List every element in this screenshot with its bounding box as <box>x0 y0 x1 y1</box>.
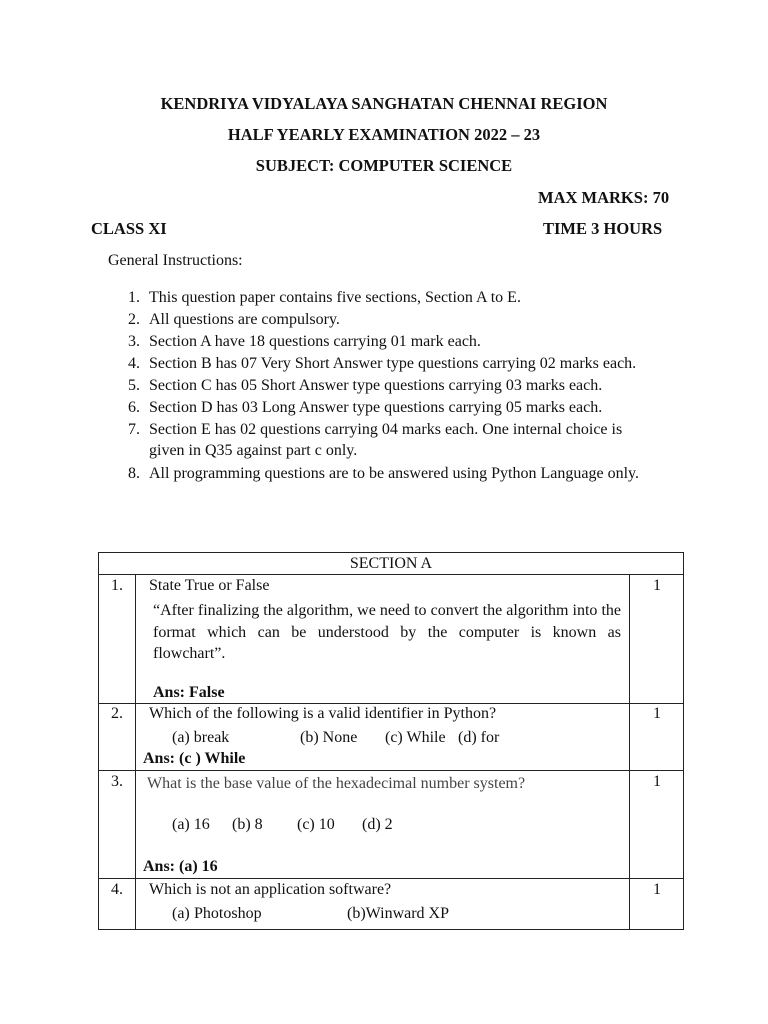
question-number: 3. <box>111 773 123 790</box>
instruction-item <box>128 331 678 352</box>
instruction-number: 2. <box>128 311 140 328</box>
answer-text: Ans: (a) 16 <box>143 858 218 875</box>
instruction-text: All programming questions are to be answered using Python Language only. <box>149 465 639 482</box>
instructions-list <box>128 287 678 487</box>
marks: 1 <box>653 773 661 790</box>
exam-title: HALF YEARLY EXAMINATION 2022 – 23 <box>227 125 541 144</box>
instruction-number: 3. <box>128 333 140 350</box>
instruction-number: 6. <box>128 399 140 416</box>
instruction-item <box>128 375 678 396</box>
option: (d) 2 <box>362 816 393 833</box>
option: (b) None <box>300 729 358 746</box>
instruction-number: 1. <box>128 289 140 306</box>
school-title: KENDRIYA VIDYALAYA SANGHATAN CHENNAI REGION <box>160 94 608 113</box>
instruction-text: Section C has 05 Short Answer type questions carrying 03 marks each. <box>149 377 603 394</box>
instruction-item <box>128 287 678 308</box>
instruction-item <box>128 397 678 418</box>
instruction-number: 7. <box>128 421 140 438</box>
option: (c) 10 <box>297 816 335 833</box>
table-divider <box>99 574 683 575</box>
marks: 1 <box>653 705 661 722</box>
question-number: 1. <box>111 577 123 594</box>
marks: 1 <box>653 881 661 898</box>
max-marks: MAX MARKS: 70 <box>538 188 670 207</box>
option: (d) for <box>458 729 500 746</box>
question-text: Which of the following is a valid identifier in Python? <box>149 705 497 722</box>
option: (a) <box>172 905 190 922</box>
marks: 1 <box>653 577 661 594</box>
table-divider <box>629 574 630 929</box>
table-divider <box>99 878 683 879</box>
instruction-item <box>128 419 634 461</box>
instruction-text: Section D has 03 Long Answer type questions carrying 05 marks each. <box>149 399 603 416</box>
instruction-text: All questions are compulsory. <box>149 311 340 328</box>
question-text: Which is not an application software? <box>149 881 392 898</box>
instruction-item <box>128 309 678 330</box>
instruction-text: Section B has 07 Very Short Answer type questions carrying 02 marks each. <box>149 355 637 372</box>
question-passage: “After finalizing the algorithm, we need to convert the algorithm into the format which can be understood by the computer is known as flowchart”. <box>153 602 621 662</box>
option: (a) break <box>172 729 230 746</box>
instruction-number: 8. <box>128 465 140 482</box>
class-label: CLASS XI <box>91 219 167 238</box>
answer-text: Ans: (c ) While <box>143 750 246 767</box>
option: (b)Winward XP <box>347 905 449 922</box>
instructions-title: General Instructions: <box>108 252 243 269</box>
question-text: What is the base value of the hexadecimal number system? <box>147 775 526 792</box>
instruction-text: Section E has 02 questions carrying 04 marks each. One internal choice is given in Q35 against part c only. <box>149 421 623 459</box>
table-divider <box>135 574 136 929</box>
question-number: 2. <box>111 705 123 722</box>
instruction-text: This question paper contains five sections, Section A to E. <box>149 289 521 306</box>
option: (b) 8 <box>232 816 263 833</box>
instruction-item <box>128 462 678 486</box>
instruction-item <box>128 353 678 374</box>
answer-text: Ans: False <box>153 684 225 701</box>
table-divider <box>99 770 683 771</box>
table-divider <box>99 703 683 704</box>
option: Photoshop <box>194 905 262 922</box>
option: (a) 16 <box>172 816 210 833</box>
section-title: SECTION A <box>349 555 433 572</box>
instruction-number: 4. <box>128 355 140 372</box>
subject-title: SUBJECT: COMPUTER SCIENCE <box>255 156 513 175</box>
instruction-text: Section A have 18 questions carrying 01 mark each. <box>149 333 481 350</box>
section-a-table <box>98 552 684 930</box>
option: (c) While <box>385 729 446 746</box>
question-number: 4. <box>111 881 123 898</box>
instruction-number: 5. <box>128 377 140 394</box>
question-text: State True or False <box>149 577 270 594</box>
time-label: TIME 3 HOURS <box>543 219 663 238</box>
